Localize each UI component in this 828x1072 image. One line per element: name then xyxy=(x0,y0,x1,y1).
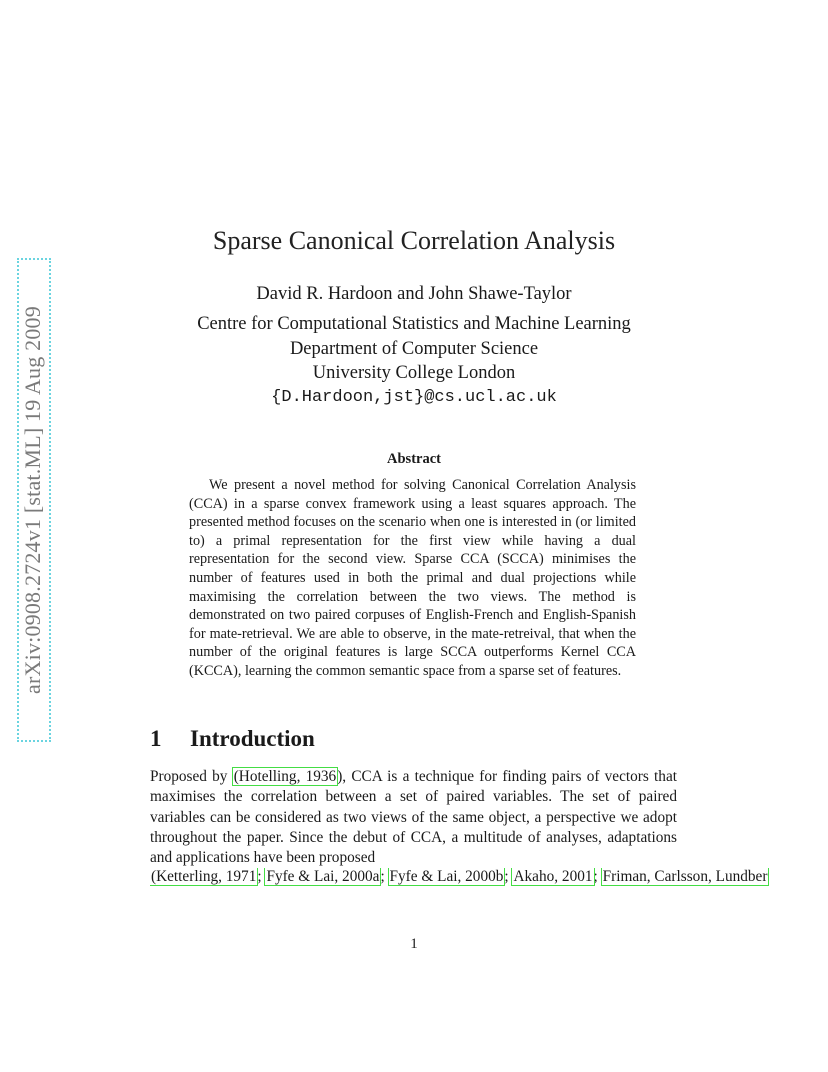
abstract-heading: Abstract xyxy=(387,451,441,467)
authors: David R. Hardoon and John Shawe-Taylor xyxy=(256,284,572,304)
citation-line: (Ketterling, 1971; Fyfe & Lai, 2000a; Fyfe & Lai, 2000b; Akaho, 2001; Friman, Carlsson, Lundber xyxy=(151,868,768,885)
intro-body: ), CCA is a technique for finding pairs of vectors that maximises the correlation between a set of paired variables. The set of paired variables can be considered as two views of the same object, a perspective we adopt throughout the paper. Since the debut of CCA, a multitude of analyses, adaptations and applications have been proposed xyxy=(150,768,677,867)
affiliation-line-2: Department of Computer Science xyxy=(289,338,539,359)
intro-paragraph xyxy=(150,767,677,868)
citation-link[interactable]: Akaho, 2001 xyxy=(513,868,593,885)
arxiv-stamp[interactable]: arXiv:0908.2724v1 [stat.ML] 19 Aug 2009 xyxy=(20,306,45,694)
affiliation xyxy=(0,312,828,410)
citation-link[interactable]: Friman, Carlsson, Lundber xyxy=(602,868,768,885)
section-number: 1 xyxy=(150,726,162,751)
citation-link[interactable]: (Ketterling, 1971 xyxy=(151,868,257,885)
citation-link[interactable]: Fyfe & Lai, 2000b xyxy=(389,868,504,885)
intro-prefix: Proposed by xyxy=(150,768,233,785)
citation-link[interactable]: (Hotelling, 1936 xyxy=(233,768,337,785)
section-heading xyxy=(150,726,315,752)
affiliation-line-1: Centre for Computational Statistics and Machine Learning xyxy=(197,314,631,334)
email: {D.Hardoon,jst}@cs.ucl.ac.uk xyxy=(271,387,557,407)
section-title: Introduction xyxy=(190,726,315,751)
citation-link[interactable]: Fyfe & Lai, 2000a xyxy=(266,868,380,885)
paper-title: Sparse Canonical Correlation Analysis xyxy=(212,226,616,255)
page-number: 1 xyxy=(410,936,418,952)
affiliation-line-3: University College London xyxy=(312,363,516,383)
abstract-text: We present a novel method for solving Canonical Correlation Analysis (CCA) in a sparse convex framework using a least squares approach. The presented method focuses on the scenario when one is interested in (or limited to) a primal representation for the first view while having a dual representation for the second view. Sparse CCA (SCCA) minimises the number of features used in both the primal and dual projections while maximising the correlation between the two views. The method is demonstrated on two paired corpuses of English-French and English-Spanish for mate-retrieval. We are able to observe, in the mate-retreival, that when the number of the original features is large SCCA outperforms Kernel CCA (KCCA), learning the common semantic space from a sparse set of features. xyxy=(189,477,636,679)
